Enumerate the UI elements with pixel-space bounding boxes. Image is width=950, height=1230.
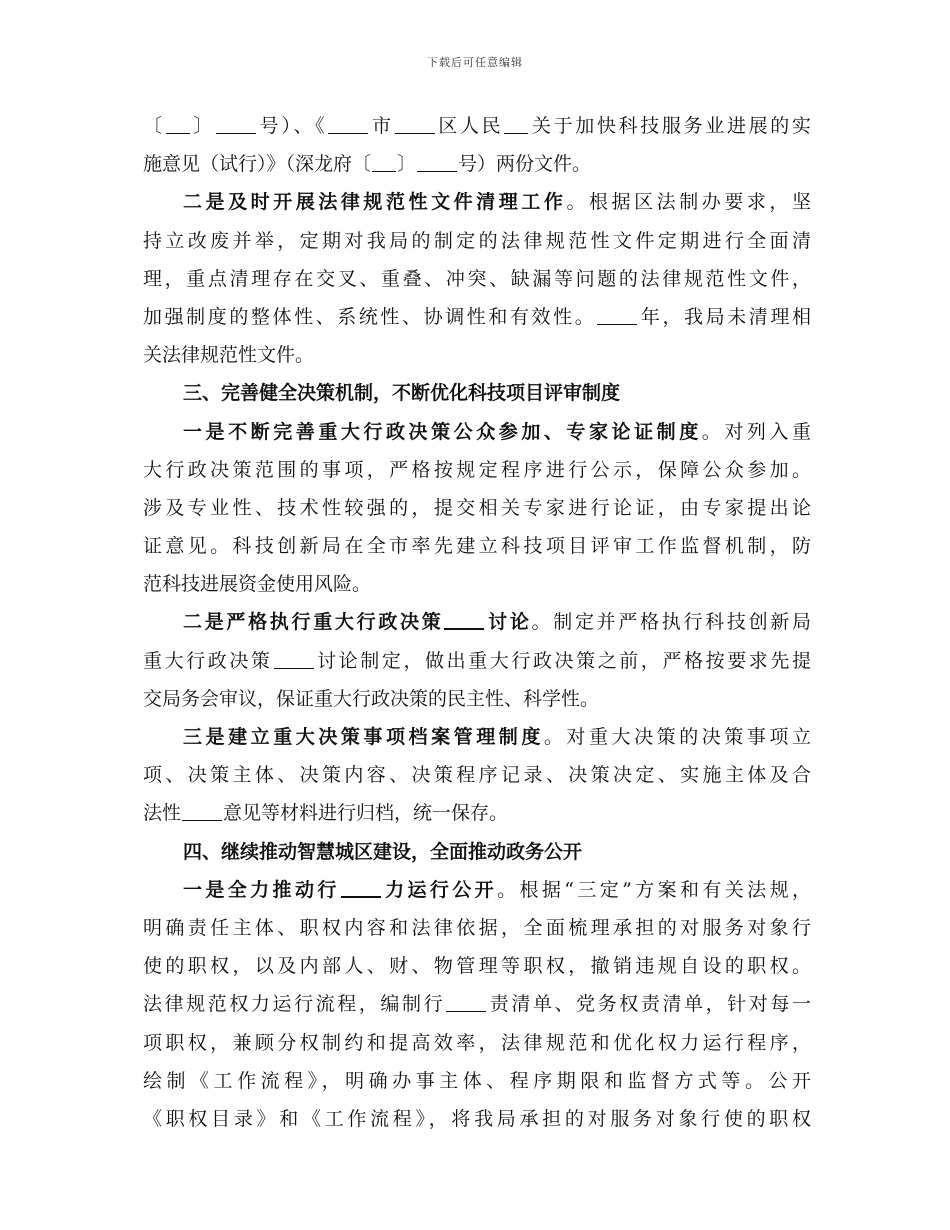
text-line: 法性 意见等材料进行归档，统一保存。	[143, 802, 509, 825]
text-line: 涉及专业性、技术性较强的，提交相关专家进行论证，由专家提出论	[143, 496, 811, 519]
text-line: 关法律规范性文件。	[143, 344, 315, 367]
text-line: 加强制度的整体性、系统性、协调性和有效性。 年，我局未清理相	[143, 305, 811, 328]
text-line: 明确责任主体、职权内容和法律依据，全面梳理承担的对服务对象行	[143, 916, 811, 939]
text-line: 〔 〕 号）、《 市 区人民 关于加快科技服务业进展的实	[143, 115, 811, 137]
text-line: 重大行政决策 讨论制定，做出重大行政决策之前，严格按要求先提	[143, 649, 811, 672]
paragraph-start: 二是及时开展法律规范性文件清理工作。根据区法制办要求，坚	[183, 191, 811, 214]
text-line: 施意见（试行）》（深龙府〔 〕 号）两份文件。	[143, 153, 592, 176]
text-line: 持立改废并举，定期对我局的制定的法律规范性文件定期进行全面清	[143, 229, 811, 252]
text-line: 交局务会审议，保证重大行政决策的民主性、科学性。	[143, 687, 600, 710]
paragraph-start: 三是建立重大决策事项档案管理制度。对重大决策的决策事项立	[183, 726, 811, 748]
text-line: 大行政决策范围的事项，严格按规定程序进行公示，保障公众参加。	[143, 458, 811, 481]
paragraph-start: 一是全力推动行 力运行公开。根据“三定”方案和有关法规，	[143, 871, 811, 909]
text-line: 法律规范权力运行流程，编制行 责清单、党务权责清单，针对每一	[143, 993, 811, 1016]
text-line: 项、决策主体、决策内容、决策程序记录、决策决定、实施主体及合	[143, 764, 811, 787]
section-heading: 三、完善健全决策机制，不断优化科技项目评审制度	[183, 382, 621, 405]
text-line: 《职权目录》和《工作流程》，将我局承担的对服务对象行使的职权	[143, 1107, 811, 1130]
paragraph-start: 二是严格执行重大行政决策 讨论。制定并严格执行科技创新局	[143, 603, 811, 641]
text-line: 项职权，兼顾分权制约和提高效率，法律规范和优化权力运行程序，	[143, 1031, 811, 1054]
text-line: 理，重点清理存在交叉、重叠、冲突、缺漏等问题的法律规范性文件，	[143, 267, 811, 290]
document-body	[143, 107, 811, 1138]
section-heading: 四、继续推动智慧城区建设，全面推动政务公开	[183, 840, 583, 863]
page-header: 下载后可任意编辑	[427, 56, 523, 69]
text-line: 证意见。科技创新局在全市率先建立科技项目评审工作监督机制，防	[143, 535, 811, 558]
paragraph-start: 一是不断完善重大行政决策公众参加、专家论证制度。对列入重	[183, 420, 811, 443]
text-line: 使的职权，以及内部人、财、物管理等职权，撤销违规自设的职权。	[143, 955, 811, 978]
text-line: 绘制《工作流程》，明确办事主体、程序期限和监督方式等。公开	[143, 1069, 811, 1092]
text-line: 范科技进展资金使用风险。	[143, 573, 372, 596]
